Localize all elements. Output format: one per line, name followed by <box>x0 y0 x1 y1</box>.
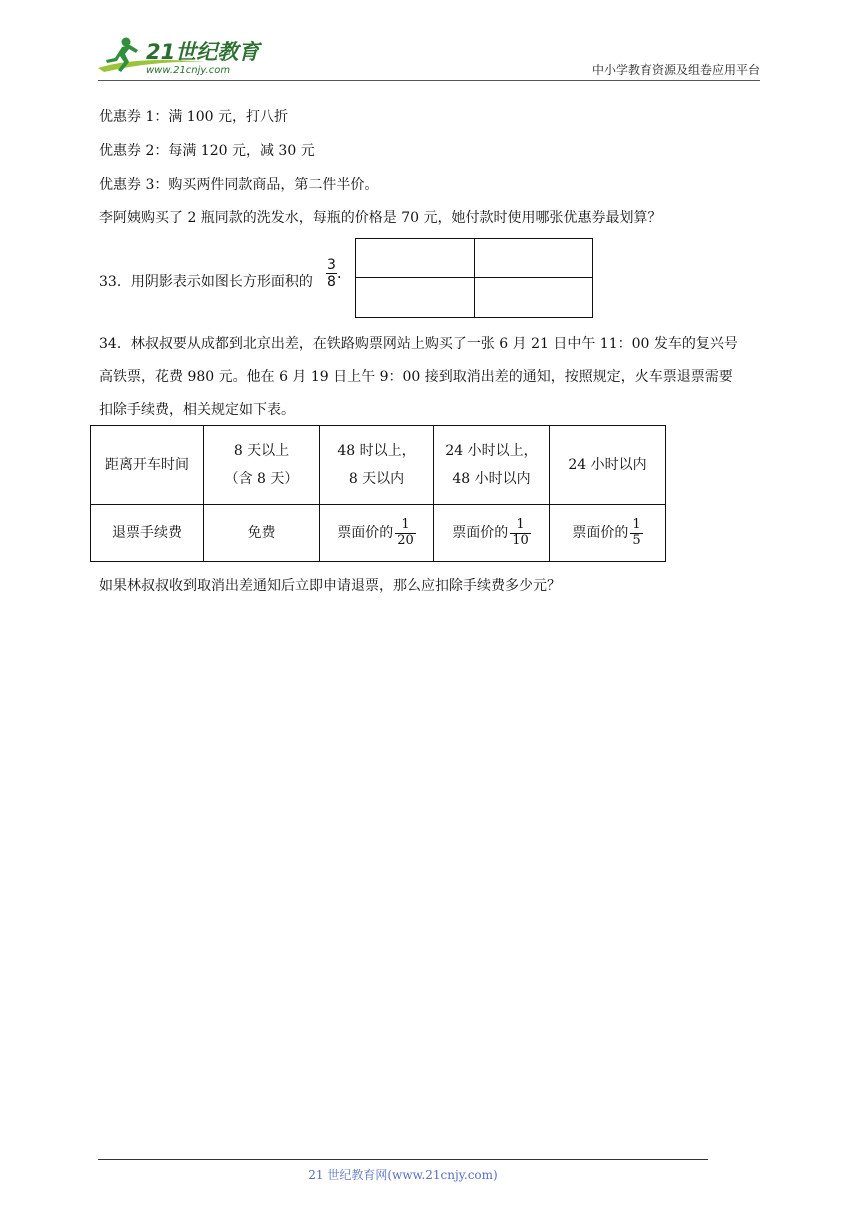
logo-title: 21世纪教育 <box>146 40 260 64</box>
question-34-line-1: 34．林叔叔要从成都到北京出差，在铁路购票网站上购买了一张 6 月 21 日中午 11：00 发车的复兴号 <box>99 336 738 352</box>
fraction-numerator: 1 <box>395 518 416 533</box>
question-34-ask: 如果林叔叔收到取消出差通知后立即申请退票，那么应扣除手续费多少元？ <box>99 578 561 594</box>
fraction-denominator: 10 <box>512 532 529 548</box>
coupon-1: 优惠券 1：满 100 元，打八折 <box>99 109 288 125</box>
footer-divider <box>98 1159 708 1160</box>
coupon-2: 优惠券 2：每满 120 元，减 30 元 <box>99 143 315 159</box>
table-row <box>91 505 666 562</box>
coupon-3: 优惠券 3：购买两件同款商品，第二件半价。 <box>99 177 379 193</box>
table-cell <box>550 505 666 562</box>
fee-prefix: 票面价的 <box>572 525 629 541</box>
cell-line: （含 8 天） <box>224 471 299 487</box>
fraction-numerator: 3 <box>327 257 336 273</box>
table-cell: 24 小时以内 <box>550 426 666 505</box>
table-cell <box>204 426 320 505</box>
fee-fraction <box>510 518 531 548</box>
fee-fraction <box>395 518 416 548</box>
question-34-line-3: 扣除手续费，相关规定如下表。 <box>99 402 295 418</box>
table-cell <box>320 426 434 505</box>
question-33-fraction <box>326 257 342 290</box>
table-cell <box>320 505 434 562</box>
rectangle-vertical-divider <box>474 238 475 318</box>
site-logo <box>96 34 266 80</box>
fee-fraction <box>630 518 642 548</box>
fraction-denominator: 20 <box>397 532 414 548</box>
row-header-fee: 退票手续费 <box>91 505 204 562</box>
rectangle-horizontal-divider <box>355 277 593 278</box>
fee-prefix: 票面价的 <box>337 525 394 541</box>
fraction-denominator: 8 <box>327 274 336 290</box>
fee-prefix: 票面价的 <box>452 525 509 541</box>
cell-line: 8 天以上 <box>233 443 290 459</box>
question-34-line-2: 高铁票，花费 980 元。他在 6 月 19 日上午 9：00 接到取消出差的通知，按照规定，火车票退票需要 <box>99 369 733 385</box>
logo-url: www.21cnjy.com <box>146 65 231 76</box>
question-33-text: 33．用阴影表示如图长方形面积的 <box>99 274 313 290</box>
cell-line: 8 天以内 <box>348 471 405 487</box>
cell-line: 48 时以上， <box>337 443 416 459</box>
question-33-end: . <box>336 264 342 282</box>
fraction-numerator: 1 <box>632 517 641 533</box>
refund-fee-table <box>90 425 666 562</box>
question-32-text: 李阿姨购买了 2 瓶同款的洗发水，每瓶的价格是 70 元，她付款时使用哪张优惠券最划算？ <box>99 210 662 226</box>
table-cell <box>434 505 550 562</box>
fraction-denominator: 5 <box>632 532 641 548</box>
table-cell <box>434 426 550 505</box>
row-header-time: 距离开车时间 <box>91 426 204 505</box>
runner-logo-icon <box>96 34 266 80</box>
table-cell: 免费 <box>204 505 320 562</box>
cell-line: 24 小时以上， <box>445 443 538 459</box>
header-platform-name: 中小学教育资源及组卷应用平台 <box>591 63 760 77</box>
cell-line: 48 小时以内 <box>452 471 531 487</box>
header-divider <box>98 80 760 81</box>
table-row <box>91 426 666 505</box>
fraction-numerator: 1 <box>510 518 531 533</box>
footer-link[interactable]: 21 世纪教育网(www.21cnjy.com) <box>308 1168 498 1182</box>
